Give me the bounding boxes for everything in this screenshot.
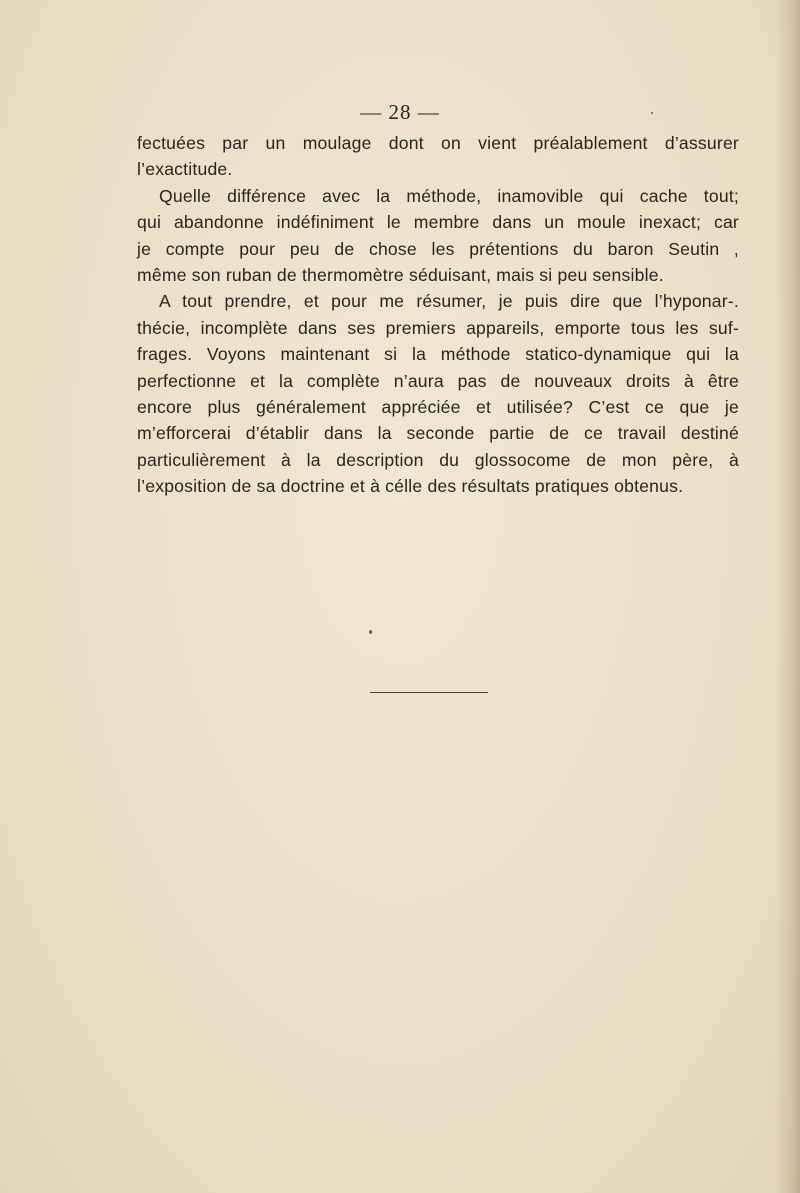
- ink-speck: [651, 112, 653, 114]
- text-line: l’exactitude.: [137, 159, 233, 180]
- text-line: je compte pour peu de chose les prétentions du baron Seutin ,: [137, 238, 739, 259]
- text-line: encore plus généralement appréciée et utilisée? C’est ce que je: [137, 396, 739, 417]
- text-line: qui abandonne indéfiniment le membre dans un moule inexact; car: [137, 212, 739, 233]
- ink-speck: [369, 630, 372, 634]
- text-line: m’efforcerai d’établir dans la seconde partie de ce travail destiné: [137, 423, 739, 444]
- body-text: [137, 130, 739, 499]
- text-line: fectuées par un moulage dont on vient préalablement d’assurer: [137, 133, 739, 153]
- text-line: même son ruban de thermomètre séduisant, mais si peu sensible.: [137, 264, 664, 285]
- text-line: perfectionne et la complète n’aura pas de nouveaux droits à être: [137, 370, 739, 391]
- page-number: — 28 —: [360, 100, 440, 124]
- text-line: A tout prendre, et pour me résumer, je puis dire que l’hyponar-.: [159, 291, 739, 312]
- text-line: l’exposition de sa doctrine et à célle des résultats pratiques obtenus.: [137, 476, 684, 497]
- text-line: frages. Voyons maintenant si la méthode statico-dynamique qui la: [137, 344, 739, 365]
- text-line: Quelle différence avec la méthode, inamovible qui cache tout;: [159, 185, 739, 206]
- page-edge-shadow: [774, 0, 800, 1193]
- end-rule: [370, 692, 488, 693]
- text-line: thécie, incomplète dans ses premiers appareils, emporte tous les suf-: [137, 317, 739, 338]
- text-line: particulièrement à la description du glossocome de mon père, à: [137, 449, 739, 470]
